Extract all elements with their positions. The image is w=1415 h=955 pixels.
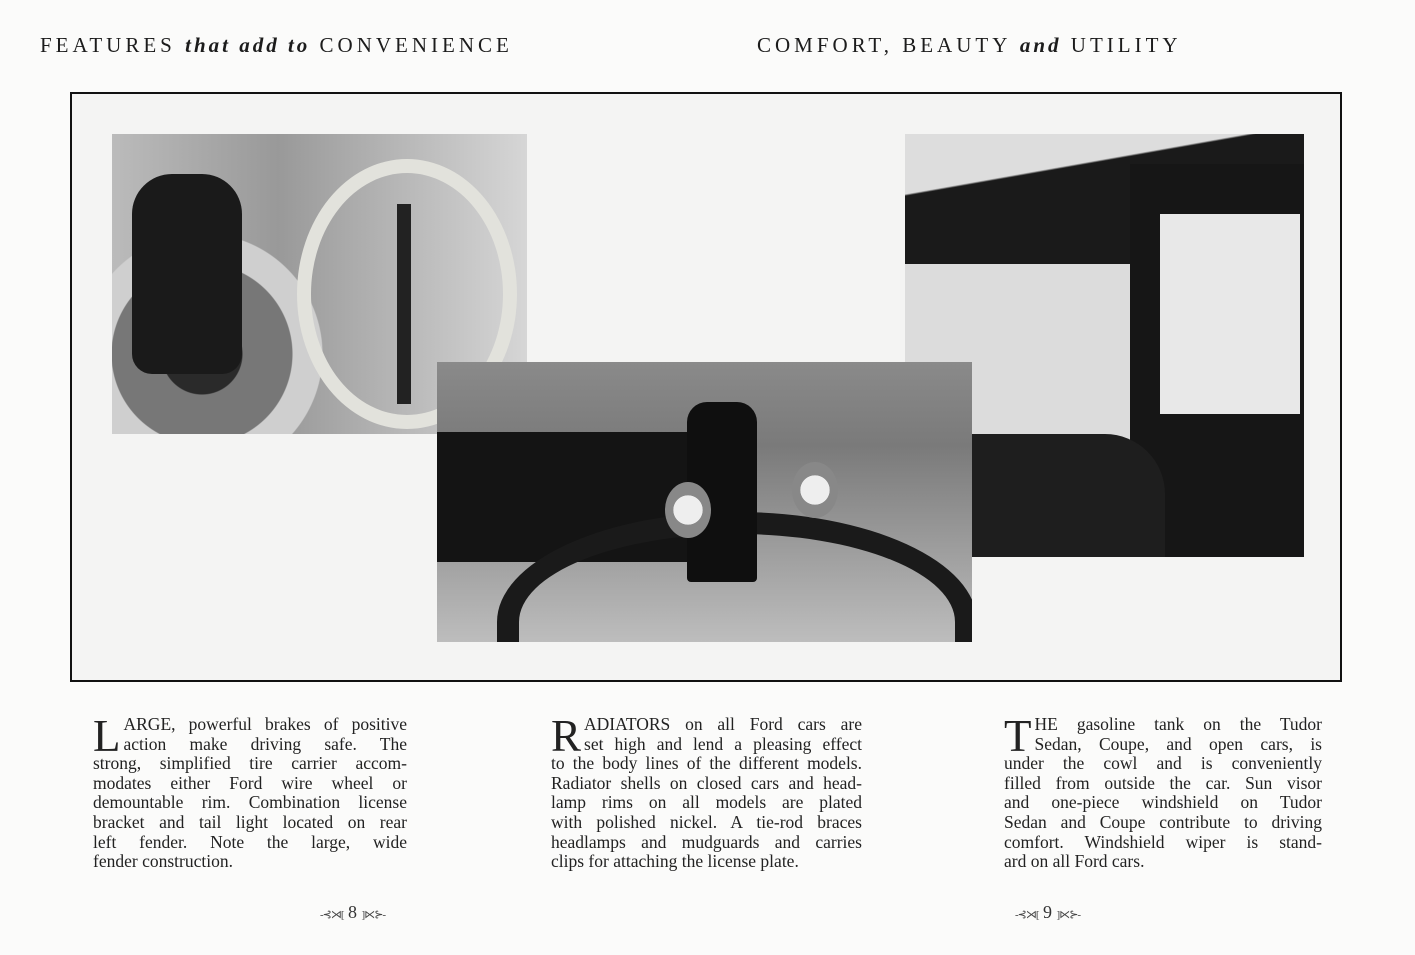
ornament: -⊰⋊[ — [320, 909, 344, 921]
page-number-right — [1015, 902, 1080, 923]
ornament: -⊰⋊[ — [1015, 909, 1039, 921]
text-line: bracket and tail light located on rear — [93, 811, 407, 832]
page-number: 8 — [348, 902, 358, 922]
caption-gasoline-tank — [1004, 711, 1322, 872]
text-line: left fender. Note the large, wide — [93, 831, 407, 852]
fender-shape — [132, 174, 242, 374]
text-line: lamp rims on all models are plated — [551, 792, 862, 813]
header-italic: and — [1019, 33, 1062, 57]
text-line: under the cowl and is conveniently — [1004, 753, 1322, 774]
header-text: UTILITY — [1070, 33, 1182, 57]
drop-cap: T — [1004, 711, 1032, 761]
carrier-bracket — [397, 204, 411, 404]
text-line: strong, simplified tire carrier accom- — [93, 753, 407, 774]
text-line: Sedan, Coupe, and open cars, is — [1034, 733, 1322, 754]
header-text: FEATURES — [40, 33, 176, 57]
page-number: 9 — [1043, 902, 1053, 922]
page-number-left — [320, 902, 385, 923]
running-header-left — [40, 33, 513, 58]
text-line: ARGE, powerful brakes of positive — [123, 714, 407, 734]
running-header-right — [757, 33, 1182, 58]
ornament: ]⋉⊱- — [361, 909, 386, 921]
text-line: Radiator shells on closed cars and head- — [551, 772, 862, 793]
text-line: and one-piece windshield on Tudor — [1004, 792, 1322, 813]
header-italic: that add to — [185, 33, 311, 57]
text-line: clips for attaching the license plate. — [551, 851, 799, 872]
text-line: modates either Ford wire wheel or — [93, 772, 407, 793]
drop-cap: R — [551, 711, 582, 761]
text-line: comfort. Windshield wiper is stand- — [1004, 831, 1322, 852]
text-line: HE gasoline tank on the Tudor — [1034, 714, 1322, 734]
text-line: fender construction. — [93, 851, 233, 872]
text-line: to the body lines of the different models. — [551, 753, 862, 774]
header-text: CONVENIENCE — [319, 33, 513, 57]
text-line: Sedan and Coupe contribute to driving — [1004, 811, 1322, 832]
header-text: COMFORT, BEAUTY — [757, 33, 1011, 57]
caption-radiators — [551, 711, 862, 872]
text-line: filled from outside the car. Sun visor — [1004, 772, 1322, 793]
text-line: ard on all Ford cars. — [1004, 851, 1145, 872]
text-line: with polished nickel. A tie-rod braces — [551, 811, 862, 832]
text-line: set high and lend a pleasing effect — [584, 733, 862, 754]
caption-brakes — [93, 711, 407, 872]
text-line: demountable rim. Combination license — [93, 792, 407, 813]
text-line: headlamps and mudguards and carries — [551, 831, 862, 852]
headlamp — [792, 462, 838, 518]
headlamp — [665, 482, 711, 538]
drop-cap: L — [93, 711, 121, 761]
text-line: action make driving safe. The — [123, 733, 407, 754]
text-line: ADIATORS on all Ford cars are — [584, 714, 862, 734]
ornament: ]⋉⊱- — [1056, 909, 1081, 921]
photo-radiator — [437, 362, 972, 642]
photo-frame — [70, 92, 1342, 682]
door-window — [1160, 214, 1300, 414]
